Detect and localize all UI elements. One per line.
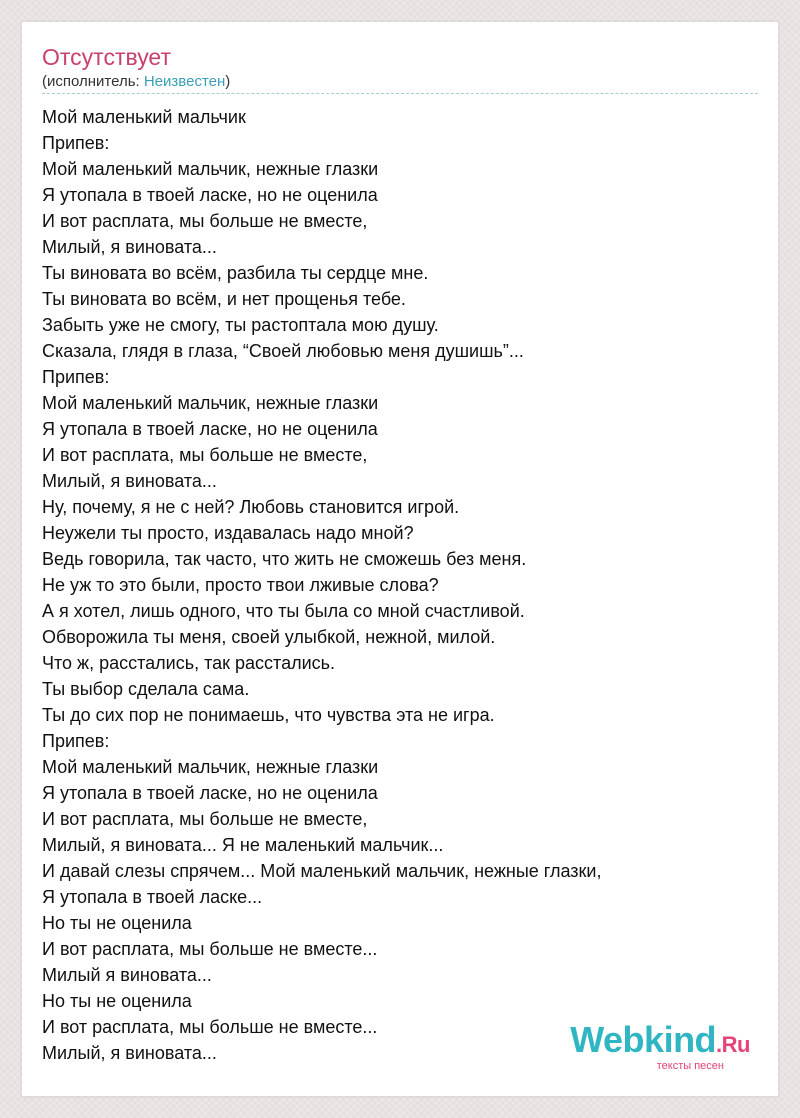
artist-link[interactable]: Неизвестен: [143, 73, 226, 90]
lyric-line: И вот расплата, мы больше не вместе,: [42, 809, 368, 829]
lyric-line: Припев:: [42, 133, 110, 153]
lyric-line: Припев:: [42, 367, 110, 387]
lyric-line: Припев:: [42, 731, 110, 751]
lyric-line: Обворожила ты меня, своей улыбкой, нежной, милой.: [42, 627, 496, 647]
lyric-line: И вот расплата, мы больше не вместе...: [42, 939, 378, 959]
lyric-line: И вот расплата, мы больше не вместе...: [42, 1017, 378, 1037]
lyric-line: Ты виновата во всём, разбила ты сердце мне.: [42, 263, 429, 283]
artist-suffix: ): [225, 73, 231, 90]
lyric-line: Мой маленький мальчик, нежные глазки: [42, 159, 379, 179]
lyric-line: И давай слезы спрячем... Мой маленький мальчик, нежные глазки,: [42, 861, 602, 881]
lyric-line: А я хотел, лишь одного, что ты была со мной счастливой.: [42, 601, 525, 621]
lyric-line: Не уж то это были, просто твои лживые слова?: [42, 575, 439, 595]
lyric-line: Я утопала в твоей ласке...: [42, 887, 263, 907]
lyric-line: Мой маленький мальчик, нежные глазки: [42, 393, 379, 413]
lyric-line: Милый, я виновата... Я не маленький мальчик...: [42, 835, 444, 855]
lyric-line: Милый я виновата...: [42, 965, 212, 985]
lyric-line: Мой маленький мальчик, нежные глазки: [42, 757, 379, 777]
lyric-line: Милый, я виновата...: [42, 471, 217, 491]
dashed-divider: [42, 93, 758, 94]
lyric-line: Ну, почему, я не с ней? Любовь становится игрой.: [42, 497, 460, 517]
lyric-line: И вот расплата, мы больше не вместе,: [42, 445, 368, 465]
lyric-line: Я утопала в твоей ласке, но не оценила: [42, 185, 378, 205]
lyrics-list: [42, 104, 758, 1066]
watermark-logo: [570, 1019, 750, 1063]
artist-line: [42, 73, 230, 91]
lyric-line: И вот расплата, мы больше не вместе,: [42, 211, 368, 231]
lyric-line: Я утопала в твоей ласке, но не оценила: [42, 783, 378, 803]
lyric-line: Но ты не оценила: [42, 913, 192, 933]
lyric-line: Я утопала в твоей ласке, но не оценила: [42, 419, 378, 439]
lyric-line: Ты до сих пор не понимаешь, что чувства эта не игра.: [42, 705, 495, 725]
watermark-brand: Webkind: [570, 1019, 717, 1060]
site-watermark: [570, 1019, 750, 1072]
watermark-tagline: тексты песен: [656, 1060, 724, 1072]
lyric-line: Ведь говорила, так часто, что жить не сможешь без меня.: [42, 549, 527, 569]
lyric-line: Но ты не оценила: [42, 991, 192, 1011]
lyric-line: Что ж, расстались, так расстались.: [42, 653, 336, 673]
artist-prefix: (исполнитель:: [42, 73, 144, 90]
lyric-line: Мой маленький мальчик: [42, 107, 246, 127]
lyric-line: Ты виновата во всём, и нет прощенья тебе.: [42, 289, 406, 309]
lyric-line: Сказала, глядя в глаза, “Своей любовью меня душишь”...: [42, 341, 524, 361]
song-title: Отсутствует: [42, 44, 171, 70]
lyric-line: Милый, я виновата...: [42, 1043, 217, 1063]
lyric-line: Милый, я виновата...: [42, 237, 217, 257]
lyric-line: Неужели ты просто, издавалась надо мной?: [42, 523, 414, 543]
lyric-line: Забыть уже не смогу, ты растоптала мою душу.: [42, 315, 439, 335]
lyrics-page: [22, 22, 778, 1096]
lyric-line: Ты выбор сделала сама.: [42, 679, 250, 699]
watermark-domain: .Ru: [716, 1032, 750, 1057]
